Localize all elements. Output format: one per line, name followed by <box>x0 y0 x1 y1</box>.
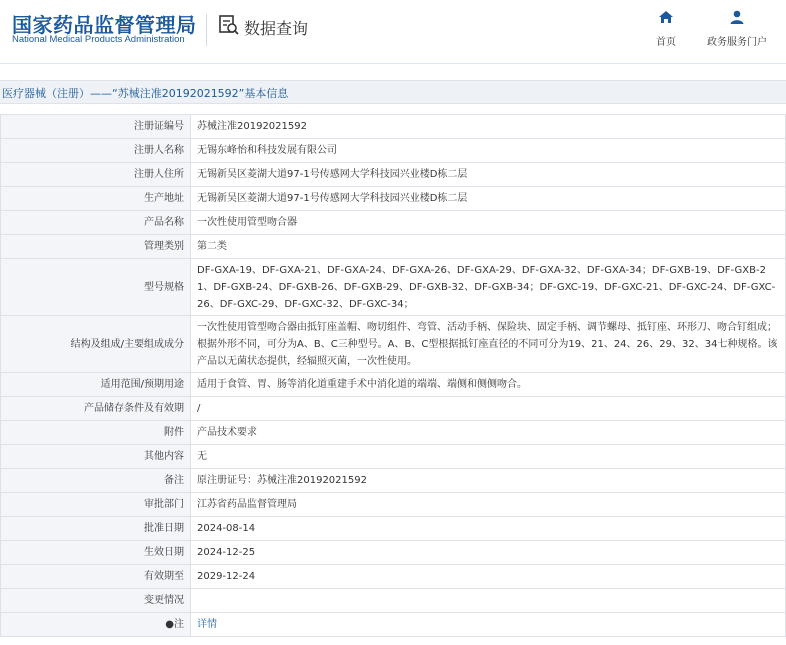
row-label: 审批部门 <box>1 493 191 517</box>
row-value: 一次性使用管型吻合器由抵钉座盖帽、吻切组件、弯管、活动手柄、保险块、固定手柄、调节螺母、抵钉座、环形刀、吻合钉组成；根据外形不同，可分为A、B、C三种型号。A、B、C型根据抵钉座直径的不同可分为19、21、24、26、29、32、34七种规格。该产品以无菌状态提供，经辐照灭菌，一次性使用。 <box>191 316 786 373</box>
table-row <box>1 613 786 637</box>
table-row <box>1 259 786 316</box>
nav-home[interactable] <box>656 10 676 48</box>
row-label: ●注 <box>1 613 191 637</box>
row-value: 原注册证号：苏械注准20192021592 <box>191 469 786 493</box>
row-value: 无锡新吴区菱湖大道97-1号传感网大学科技园兴业楼D栋二层 <box>191 163 786 187</box>
table-row <box>1 211 786 235</box>
home-icon <box>658 10 674 29</box>
nav-service-portal[interactable] <box>707 10 767 48</box>
row-value: / <box>191 397 786 421</box>
site-header <box>0 0 786 64</box>
table-row <box>1 139 786 163</box>
table-row <box>1 373 786 397</box>
row-value: 无锡新吴区菱湖大道97-1号传感网大学科技园兴业楼D栋二层 <box>191 187 786 211</box>
row-value: 苏械注准20192021592 <box>191 115 786 139</box>
table-row <box>1 493 786 517</box>
nav-portal-label: 政务服务门户 <box>707 37 767 48</box>
table-row <box>1 565 786 589</box>
data-query-label: 数据查询 <box>244 19 309 38</box>
row-label: 注册人名称 <box>1 139 191 163</box>
row-value: 产品技术要求 <box>191 421 786 445</box>
row-label: 注册证编号 <box>1 115 191 139</box>
row-value: 2024-12-25 <box>191 541 786 565</box>
row-label: 生产地址 <box>1 187 191 211</box>
row-label: 批准日期 <box>1 517 191 541</box>
table-row <box>1 187 786 211</box>
row-label: 有效期至 <box>1 565 191 589</box>
row-value: 适用于食管、胃、肠等消化道重建手术中消化道的端端、端侧和侧侧吻合。 <box>191 373 786 397</box>
row-value: 无 <box>191 445 786 469</box>
table-row <box>1 469 786 493</box>
row-value: DF-GXA-19、DF-GXA-21、DF-GXA-24、DF-GXA-26、DF-GXA-29、DF-GXA-32、DF-GXA-34；DF-GXB-19、DF-GXB-21、DF-GXB-24、DF-GXB-26、DF-GXB-29、DF-GXB-32、DF-GXB-34；DF-GXC-19、DF-GXC-21、DF-GXC-24、DF-GXC-26、DF-GXC-29、DF-GXC-32、DF-GXC-34； <box>191 259 786 316</box>
table-row <box>1 541 786 565</box>
row-label: 备注 <box>1 469 191 493</box>
table-row <box>1 421 786 445</box>
table-row <box>1 235 786 259</box>
nav-home-label: 首页 <box>656 37 676 48</box>
table-row <box>1 163 786 187</box>
table-row <box>1 397 786 421</box>
logo-title-cn[interactable]: 国家药品监督管理局 <box>12 13 197 37</box>
row-value: 2029-12-24 <box>191 565 786 589</box>
logo-title-en[interactable]: National Medical Products Administration <box>12 34 185 45</box>
registration-info-table <box>0 114 786 637</box>
row-value <box>191 589 786 613</box>
table-row <box>1 316 786 373</box>
search-document-icon <box>218 14 240 41</box>
row-label: 型号规格 <box>1 259 191 316</box>
row-label: 产品名称 <box>1 211 191 235</box>
row-label: 附件 <box>1 421 191 445</box>
row-label: 适用范围/预期用途 <box>1 373 191 397</box>
row-value: 一次性使用管型吻合器 <box>191 211 786 235</box>
row-label: 结构及组成/主要组成成分 <box>1 316 191 373</box>
data-query-link[interactable] <box>218 14 308 41</box>
user-icon <box>729 10 745 29</box>
breadcrumb-bar <box>0 80 786 104</box>
table-row <box>1 517 786 541</box>
row-label: 其他内容 <box>1 445 191 469</box>
details-link[interactable]: 详情 <box>197 619 217 630</box>
header-divider <box>206 14 207 46</box>
row-label: 管理类别 <box>1 235 191 259</box>
breadcrumb: 医疗器械（注册）——“苏械注准20192021592”基本信息 <box>2 87 289 100</box>
row-value: 第二类 <box>191 235 786 259</box>
table-row <box>1 445 786 469</box>
row-value: 2024-08-14 <box>191 517 786 541</box>
row-label: 产品储存条件及有效期 <box>1 397 191 421</box>
row-label: 注册人住所 <box>1 163 191 187</box>
row-value: 无锡东峰怡和科技发展有限公司 <box>191 139 786 163</box>
row-value: 江苏省药品监督管理局 <box>191 493 786 517</box>
table-row <box>1 115 786 139</box>
row-label: 变更情况 <box>1 589 191 613</box>
row-label: 生效日期 <box>1 541 191 565</box>
table-row <box>1 589 786 613</box>
